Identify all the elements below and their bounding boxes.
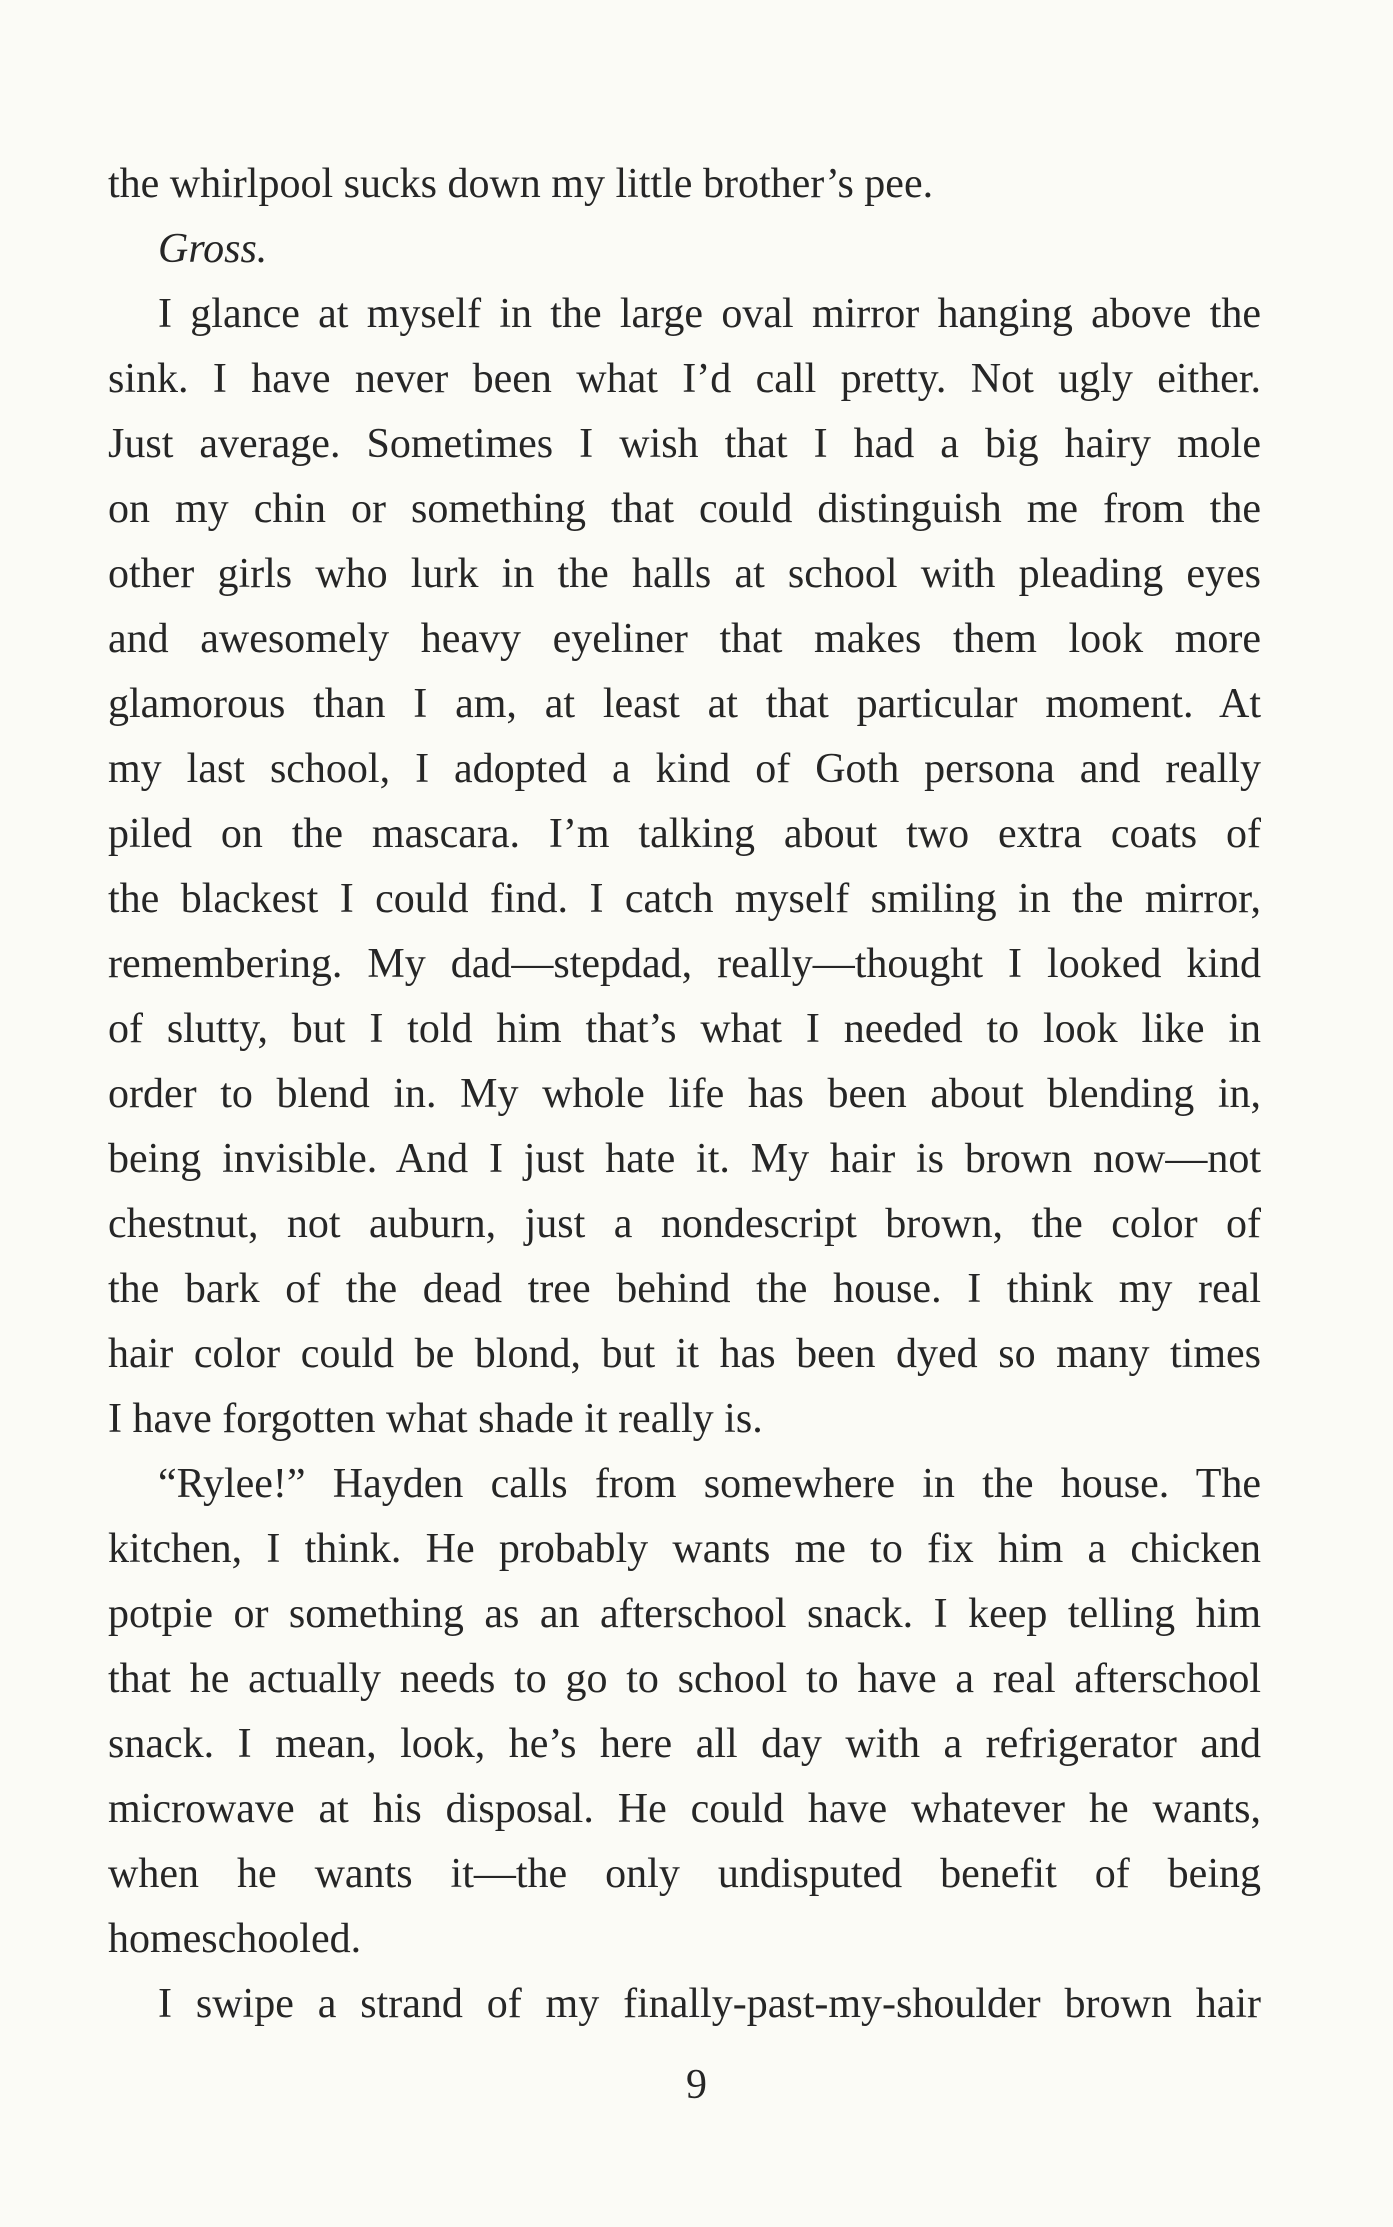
text-line: kitchen, I think. He probably wants me to fix him a chicken	[108, 1526, 1261, 1572]
text-line: remembering. My dad—stepdad, really—thought I looked kind	[108, 941, 1261, 987]
page-body	[108, 152, 1261, 2037]
text-line: on my chin or something that could distinguish me from the	[108, 486, 1261, 532]
text-line: of slutty, but I told him that’s what I needed to look like in	[108, 1006, 1261, 1052]
text-line: when he wants it—the only undisputed benefit of being	[108, 1851, 1261, 1897]
text-line: I swipe a strand of my finally-past-my-shoulder brown hair	[158, 1981, 1261, 2027]
text-line: Gross.	[158, 226, 268, 272]
text-line: being invisible. And I just hate it. My hair is brown now—not	[108, 1136, 1261, 1182]
text-line: sink. I have never been what I’d call pretty. Not ugly either.	[108, 356, 1261, 402]
text-line: glamorous than I am, at least at that particular moment. At	[108, 681, 1261, 727]
text-line: the bark of the dead tree behind the house. I think my real	[108, 1266, 1261, 1312]
text-line: chestnut, not auburn, just a nondescript brown, the color of	[108, 1201, 1261, 1247]
text-line: that he actually needs to go to school to have a real afterschool	[108, 1656, 1261, 1702]
text-line: the whirlpool sucks down my little brother’s pee.	[108, 161, 934, 207]
text-line: homeschooled.	[108, 1916, 362, 1962]
text-line: order to blend in. My whole life has been about blending in,	[108, 1071, 1261, 1117]
text-line: hair color could be blond, but it has been dyed so many times	[108, 1331, 1261, 1377]
text-line: and awesomely heavy eyeliner that makes them look more	[108, 616, 1261, 662]
text-line: “Rylee!” Hayden calls from somewhere in the house. The	[158, 1461, 1261, 1507]
text-line: my last school, I adopted a kind of Goth persona and really	[108, 746, 1261, 792]
text-line: piled on the mascara. I’m talking about two extra coats of	[108, 811, 1261, 857]
page-number: 9	[686, 2062, 707, 2108]
text-line: I glance at myself in the large oval mirror hanging above the	[158, 291, 1261, 337]
text-line: potpie or something as an afterschool snack. I keep telling him	[108, 1591, 1261, 1637]
text-line: other girls who lurk in the halls at school with pleading eyes	[108, 551, 1261, 597]
text-line: the blackest I could find. I catch myself smiling in the mirror,	[108, 876, 1261, 922]
text-line: I have forgotten what shade it really is.	[108, 1396, 763, 1442]
text-line: snack. I mean, look, he’s here all day with a refrigerator and	[108, 1721, 1261, 1767]
text-line: Just average. Sometimes I wish that I had a big hairy mole	[108, 421, 1261, 467]
text-line: microwave at his disposal. He could have whatever he wants,	[108, 1786, 1261, 1832]
